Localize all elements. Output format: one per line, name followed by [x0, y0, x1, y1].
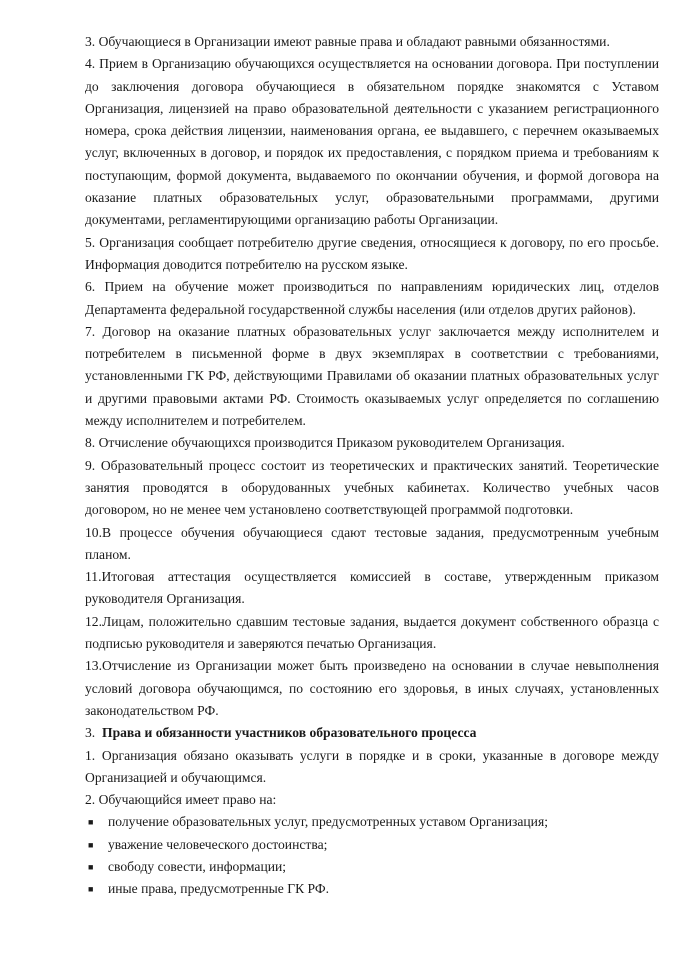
paragraph: [85, 745, 659, 790]
list-item-text: уважение человеческого достоинства;: [108, 836, 328, 852]
paragraph: [85, 31, 659, 53]
text-line: 11.Итоговая аттестация осуществляется комиссией в составе, утвержденным приказом: [85, 569, 659, 585]
text-line: 8. Отчисление обучающихся производится Приказом руководителем Организация.: [85, 435, 565, 451]
text-line: 12.Лицам, положительно сдавшим тестовые задания, выдается документ собственного образца с: [85, 613, 659, 629]
paragraph: [85, 321, 659, 432]
text-line: Информация доводится потребителю на русском языке.: [85, 256, 408, 272]
text-line: планом.: [85, 546, 131, 562]
paragraph: [85, 655, 659, 722]
text-line: 10.В процессе обучения обучающиеся сдают тестовые задания, предусмотренным учебным: [85, 524, 659, 540]
text-line: между исполнителем и потребителем.: [85, 413, 306, 429]
text-line: документами, регламентирующими организацию работы Организации.: [85, 212, 499, 228]
paragraph: [85, 789, 659, 811]
list-item-text: получение образовательных услуг, предусмотренных уставом Организация;: [108, 814, 548, 830]
paragraph: [85, 566, 659, 611]
text-line: 5. Организация сообщает потребителю другие сведения, относящиеся к договору, по его просьбе.: [85, 234, 659, 250]
paragraph: [85, 432, 659, 454]
section-heading: [85, 722, 659, 744]
text-line: Департамента федеральной государственной службы населения (или отделов других районов).: [85, 301, 636, 317]
text-line: законодательством РФ.: [85, 702, 219, 718]
text-line: условий договора обучающимся, по состоянию его здоровья, в иных случаях, установленных: [85, 680, 659, 696]
paragraph: [85, 611, 659, 656]
text-line: 4. Прием в Организацию обучающихся осуществляется на основании договора. При поступлении: [85, 56, 659, 72]
text-line: потребителем в письменной форме в двух экземплярах в соответствии с требованиями,: [85, 346, 659, 362]
text-line: оказание платных образовательных услуг, образовательными программами, другими: [85, 190, 659, 206]
text-line: до заключения договора обучающиеся в обязательном порядке знакомятся с Уставом: [85, 78, 659, 94]
text-line: услуг, включенных в договор, и порядок их предоставления, с порядком приема и требованиям к: [85, 145, 659, 161]
text-line: руководителя Организация.: [85, 591, 245, 607]
text-line: занятия проводятся в оборудованных учебных кабинетах. Количество учебных часов: [85, 479, 659, 495]
paragraph: [85, 232, 659, 277]
text-line: установленными ГК РФ, действующими Правилами об оказании платных образовательных услуг: [85, 368, 659, 384]
text-line: номера, срока действия лицензии, наименования органа, ее выдавшего, с перечнем оказываемых: [85, 123, 659, 139]
bullet-icon: ■: [88, 839, 94, 850]
text-line: договором, но не менее чем установлено соответствующей программой подготовки.: [85, 502, 574, 518]
paragraph: [85, 276, 659, 321]
text-line: 1. Организация обязано оказывать услуги в порядке и в сроки, указанные в договоре между: [85, 747, 659, 763]
text-line: 13.Отчисление из Организации может быть произведено на основании в случае невыполнения: [85, 658, 659, 674]
bullet-icon: ■: [88, 817, 94, 828]
list-item: [85, 856, 659, 878]
text-line: 6. Прием на обучение может производиться по направлениям юридических лиц, отделов: [85, 279, 659, 295]
list-item: [85, 811, 659, 833]
text-line: 3. Обучающиеся в Организации имеют равные права и обладают равными обязанностями.: [85, 34, 610, 49]
text-line: 2. Обучающийся имеет право на:: [85, 792, 277, 808]
list-item-text: свободу совести, информации;: [108, 858, 287, 874]
paragraph: [85, 522, 659, 567]
section-number: 3.: [85, 725, 96, 741]
paragraph: [85, 53, 659, 231]
text-line: поступающим, формой документа, выдаваемого по окончании обучения, и формой договора на: [85, 167, 659, 183]
text-line: и другими правовыми актами РФ. Стоимость оказываемых услуг определяется по соглашению: [85, 390, 659, 406]
section-title: Права и обязанности участников образовательного процесса: [102, 725, 477, 741]
text-line: подписью руководителя и заверяются печатью Организация.: [85, 636, 437, 652]
list-item-text: иные права, предусмотренные ГК РФ.: [108, 881, 330, 897]
text-line: 7. Договор на оказание платных образовательных услуг заключается между исполнителем и: [85, 323, 659, 339]
bullet-icon: ■: [88, 861, 94, 872]
text-line: 9. Образовательный процесс состоит из теоретических и практических занятий. Теоретические: [85, 457, 659, 473]
text-line: Организация, лицензией на право образовательной деятельности с указанием регистрационного: [85, 100, 659, 116]
list-item: [85, 878, 659, 900]
list-item: [85, 834, 659, 856]
document-page: [85, 31, 659, 901]
paragraph: [85, 455, 659, 522]
text-line: Организацией и обучающимся.: [85, 769, 267, 785]
bullet-icon: ■: [88, 884, 94, 895]
